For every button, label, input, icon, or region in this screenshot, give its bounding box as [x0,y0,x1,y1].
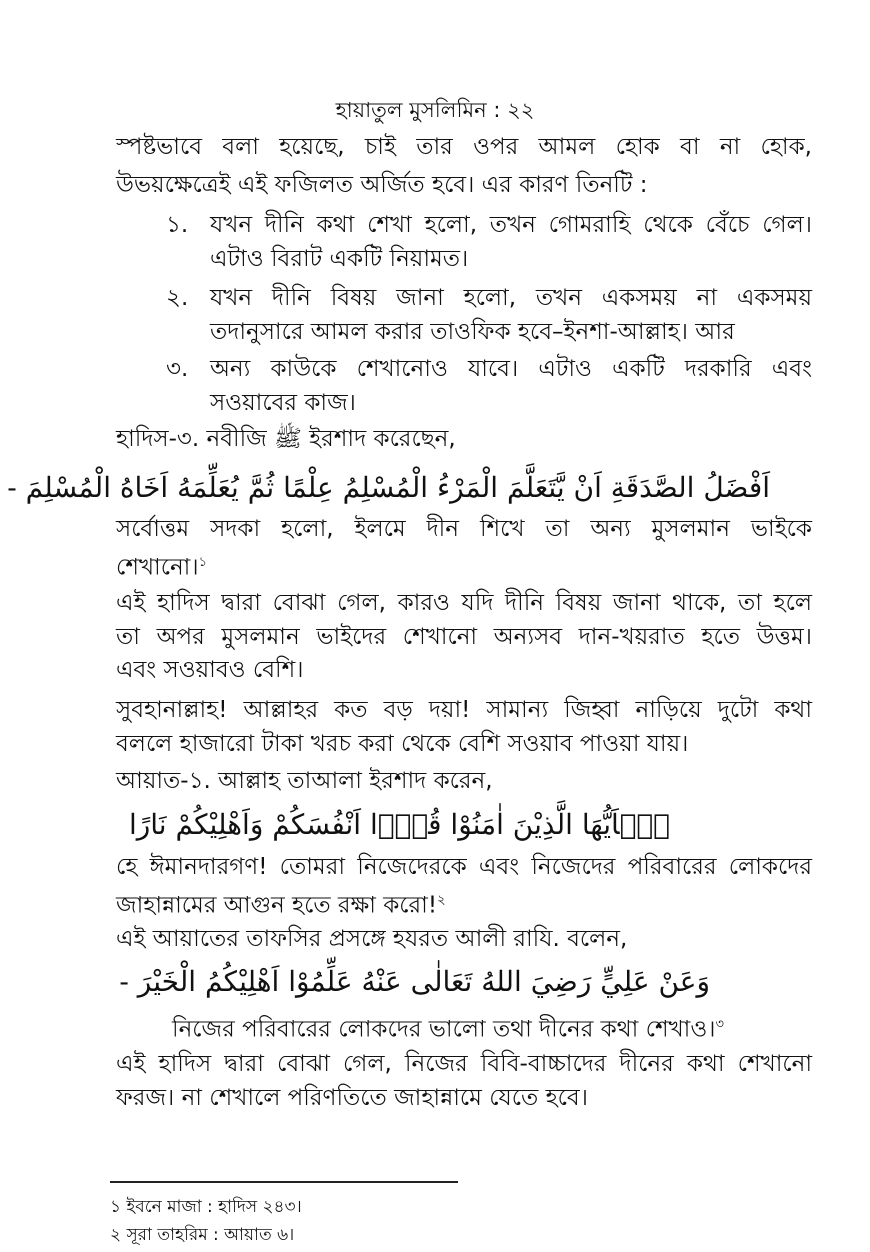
text-span: নিজের পরিবারের লোকদের ভালো তথা দীনের কথা শেখাও। [172,1016,716,1043]
footnote: ২ সূরা তাহরিম : আয়াত ৬। [110,1225,295,1245]
list-number: ৩. [166,356,189,382]
page-header: হায়াতুল মুসলিমিন : ২২ [335,98,535,122]
text-line: এই হাদিস দ্বারা বোঝা গেল, কারও যদি দীনি বিষয় জানা থাকে, তা হলে [116,590,812,616]
ayat-heading: আয়াত-১. আল্লাহ তাআলা ইরশাদ করেন, [116,768,493,794]
text-line: সুবহানাল্লাহ! আল্লাহর কত বড় দয়া! সামান্য জিহ্বা নাড়িয়ে দুটো কথা [116,697,812,723]
footnote: ১ ইবনে মাজা : হাদিস ২৪৩। [110,1197,302,1217]
text-span: শেখানো। [116,554,199,581]
list-item-text: এটাও বিরাট একটি নিয়ামত। [210,246,469,272]
text-line: ফরজ। না শেখালে পরিণতিতে জাহান্নামে যেতে হবে। [116,1085,588,1111]
footnote-marker: ৩ [715,1017,724,1032]
list-item-text: সওয়াবের কাজ। [210,390,356,416]
list-item-text: যখন দীনি কথা শেখা হলো, তখন গোমরাহি থেকে বেঁচে গেল। [210,212,812,238]
list-item-text: তদানুসারে আমল করার তাওফিক হবে–ইনশা-আল্লাহ। আর [210,319,735,345]
text-line: এই আয়াতের তাফসির প্রসঙ্গে হযরত আলী রাযি. বলেন, [116,926,628,952]
text-line: এই হাদিস দ্বারা বোঝা গেল, নিজের বিবি-বাচ্চাদের দীনের কথা শেখানো [116,1051,812,1077]
text-line: এবং সওয়াবও বেশি। [116,657,304,683]
text-span: জাহান্নামের আগুন হতে রক্ষা করো! [116,892,438,919]
text-line: তা অপর মুসলমান ভাইদের শেখানো অন্যসব দান-খয়রাত হতে উত্তম। [116,624,812,650]
text-line: উভয়ক্ষেত্রেই এই ফজিলত অর্জিত হবে। এর কারণ তিনটি : [116,172,648,198]
text-line [172,1010,724,1045]
arabic-text: يٰۤاَيُّهَا الَّذِيْنَ اٰمَنُوْا قُوْۤا اَنْفُسَكُمْ وَاَهْلِيْكُمْ نَارًا [128,808,670,841]
list-item-text: অন্য কাউকে শেখানোও যাবে। এটাও একটি দরকারি এবং [210,356,812,382]
text-line [116,886,446,921]
text-line: হে ঈমানদারগণ! তোমরা নিজেদেরকে এবং নিজেদের পরিবারের লোকদের [116,854,812,880]
list-item-text: যখন দীনি বিষয় জানা হলো, তখন একসময় না একসময় [210,285,812,311]
hadith-heading: হাদিস-৩. নবীজি ﷺ ইরশাদ করেছেন, [116,426,456,452]
footnote-divider [110,1181,458,1183]
arabic-text: اَفْضَلُ الصَّدَقَةِ اَنْ يَّتَعَلَّمَ الْمَرْءُ الْمُسْلِمُ عِلْمًا ثُمَّ يُعَلِّمَهُ اَخَاهُ الْمُسْلِمَ - [7,471,770,504]
text-line: বললে হাজারো টাকা খরচ করা থেকে বেশি সওয়াব পাওয়া যায়। [116,731,689,757]
text-line: স্পষ্টভাবে বলা হয়েছে, চাই তার ওপর আমল হোক বা না হোক, [116,134,812,160]
footnote-marker: ১ [198,555,208,570]
arabic-text: وَعَنْ عَلِيٍّ رَضِيَ اللهُ تَعَالٰى عَنْهُ عَلِّمُوْا اَهْلِيْكُمُ الْخَيْرَ - [119,965,710,998]
footnote-marker: ২ [437,893,446,908]
text-line: সর্বোত্তম সদকা হলো, ইলমে দীন শিখে তা অন্য মুসলমান ভাইকে [116,516,812,542]
list-number: ২. [166,285,189,311]
text-line [116,548,207,583]
list-number: ১. [166,212,189,238]
